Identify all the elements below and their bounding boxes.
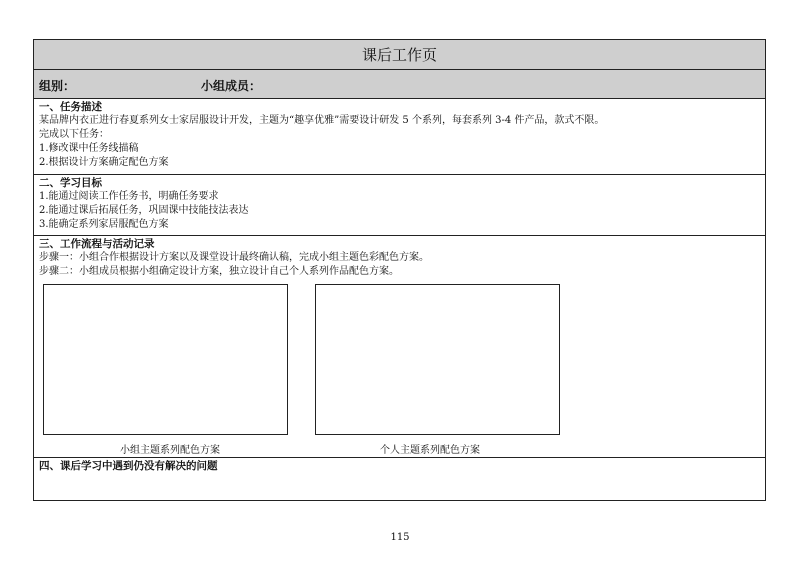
group-label: 组别： [39,79,76,93]
group-info-row [34,70,765,99]
goal-text: 3.能确定系列家居服配色方案 [39,219,169,230]
section-heading: 一、任务描述 [39,101,102,113]
group-color-scheme-caption: 小组主题系列配色方案 [120,445,220,456]
goal-text: 2.能通过课后拓展任务，巩固课中技能技法表达 [39,205,249,216]
worksheet-table [33,39,766,501]
page-number: 115 [390,532,410,543]
task-text: 某品牌内衣正进行春夏系列女士家居服设计开发，主题为“趣享优雅”需要设计研发 5 个系列，每套系列 3-4 件产品，款式不限。 [39,115,605,126]
personal-color-scheme-box[interactable] [315,284,560,435]
goal-text: 1.能通过阅读工作任务书，明确任务要求 [39,191,219,202]
members-label: 小组成员： [201,79,262,93]
group-color-scheme-box[interactable] [43,284,288,435]
section-heading: 四、课后学习中遇到仍没有解决的问题 [39,460,218,472]
worksheet-title: 课后工作页 [34,40,765,70]
workflow-section [34,236,765,458]
unresolved-questions-section[interactable] [34,458,765,501]
learning-goals-section [34,175,765,236]
step-text: 步骤一：小组合作根据设计方案以及课堂设计最终确认稿，完成小组主题色彩配色方案。 [39,252,429,263]
personal-color-scheme-caption: 个人主题系列配色方案 [380,445,480,456]
task-text: 完成以下任务： [39,129,109,140]
task-description-section [34,99,765,175]
section-heading: 三、工作流程与活动记录 [39,238,155,250]
step-text: 步骤二：小组成员根据小组确定设计方案，独立设计自己个人系列作品配色方案。 [39,266,399,277]
task-text: 1.修改课中任务线描稿 [39,143,139,154]
task-text: 2.根据设计方案确定配色方案 [39,157,169,168]
section-heading: 二、学习目标 [39,177,102,189]
